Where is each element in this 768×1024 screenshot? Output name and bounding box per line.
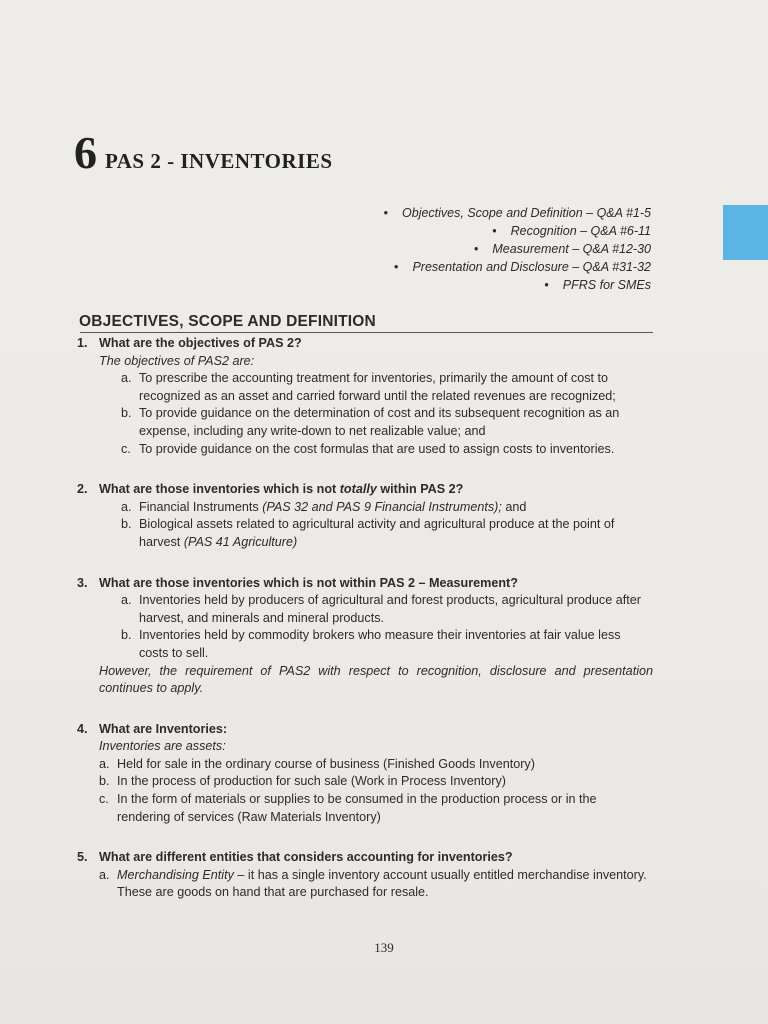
answer-2 bbox=[77, 499, 653, 552]
list-item: a. Held for sale in the ordinary course of business (Finished Goods Inventory) bbox=[99, 756, 535, 771]
questions-content bbox=[77, 333, 653, 902]
question-4: 4. What are Inventories: bbox=[77, 721, 228, 736]
question-5: 5. What are different entities that considers accounting for inventories? bbox=[77, 850, 513, 865]
list-item: a. Merchandising Entity – it has a single inventory account usually entitled merchandise inventory. These are goods on hand that are purchased for resale. bbox=[99, 867, 647, 900]
chapter-number: 6 bbox=[74, 127, 97, 178]
bullet-icon: • bbox=[383, 206, 389, 220]
list-item: b. Inventories held by commodity brokers who measure their inventories at fair value less costs to sell. bbox=[121, 628, 621, 660]
list-item: c. To provide guidance on the cost formulas that are used to assign costs to inventories. bbox=[121, 441, 615, 456]
section-heading: OBJECTIVES, SCOPE AND DEFINITION bbox=[79, 313, 376, 330]
answer-5 bbox=[77, 867, 653, 902]
list-item: b. Biological assets related to agricultural activity and agricultural produce at the point of harvest (PAS 41 Agriculture) bbox=[121, 517, 615, 549]
list-item: b. To provide guidance on the determination of cost and its subsequent recognition as an expense, including any write-down to net realizable value; and bbox=[121, 406, 620, 438]
toc-item: • PFRS for SMEs bbox=[544, 278, 651, 292]
bullet-icon: • bbox=[492, 224, 497, 238]
chapter-contents-list bbox=[384, 204, 651, 294]
answer-3 bbox=[77, 592, 653, 698]
list-item: a. To prescribe the accounting treatment for inventories, primarily the amount of cost to recognized as an asset and carried forward until the related revenues are recognized; bbox=[121, 371, 616, 403]
note: However, the requirement of PAS2 with respect to recognition, disclosure and presentation continues to apply. bbox=[99, 663, 653, 696]
list-item: b. In the process of production for such sale (Work in Process Inventory) bbox=[99, 774, 506, 789]
list-item: a. Inventories held by producers of agricultural and forest products, agricultural produce after harvest, and minerals and mineral products. bbox=[121, 593, 641, 625]
bullet-icon: • bbox=[544, 278, 549, 292]
answer-4: Inventories are assets: a. Held for sale in the ordinary course of business (Finished Goods Inventory) b. In the process of production for such sale (Work in Process Inventory) c. In the form of materials or supplies to be consumed in the production process or in the rendering of services (Raw Materials Inventory) bbox=[77, 738, 653, 826]
toc-item: • Measurement – Q&A #12-30 bbox=[473, 242, 651, 256]
chapter-title: PAS 2 - INVENTORIES bbox=[105, 149, 333, 173]
chapter-heading bbox=[74, 127, 333, 178]
list-item: c. In the form of materials or supplies to be consumed in the production process or in the rendering of services (Raw Materials Inventory) bbox=[99, 792, 597, 824]
question-1: 1. What are the objectives of PAS 2? bbox=[77, 336, 302, 350]
chapter-tab-marker bbox=[723, 205, 768, 260]
bullet-icon: • bbox=[394, 260, 399, 274]
toc-item: • Presentation and Disclosure – Q&A #31-32 bbox=[394, 260, 651, 274]
page-number: 139 bbox=[374, 940, 394, 955]
toc-item: • Objectives, Scope and Definition – Q&A #1-5 bbox=[383, 206, 651, 220]
list-item: a. Financial Instruments (PAS 32 and PAS 9 Financial Instruments); and bbox=[121, 499, 527, 514]
toc-item: • Recognition – Q&A #6-11 bbox=[492, 224, 651, 238]
bullet-icon: • bbox=[473, 242, 479, 256]
question-3: 3. What are those inventories which is not within PAS 2 – Measurement? bbox=[77, 575, 518, 590]
question-2: 2. What are those inventories which is not totally within PAS 2? bbox=[77, 482, 464, 497]
answer-1: The objectives of PAS2 are: a. To prescribe the accounting treatment for inventories, primarily the amount of cost to recognized as an asset and carried forward until the related revenues are recognized; b. To provide guidance on the determination of cost and its subsequent recognition as an expense, including any write-down to net realizable value; and c. To provide guidance on the cost formulas that are used to assign costs to inventories. bbox=[77, 353, 653, 459]
